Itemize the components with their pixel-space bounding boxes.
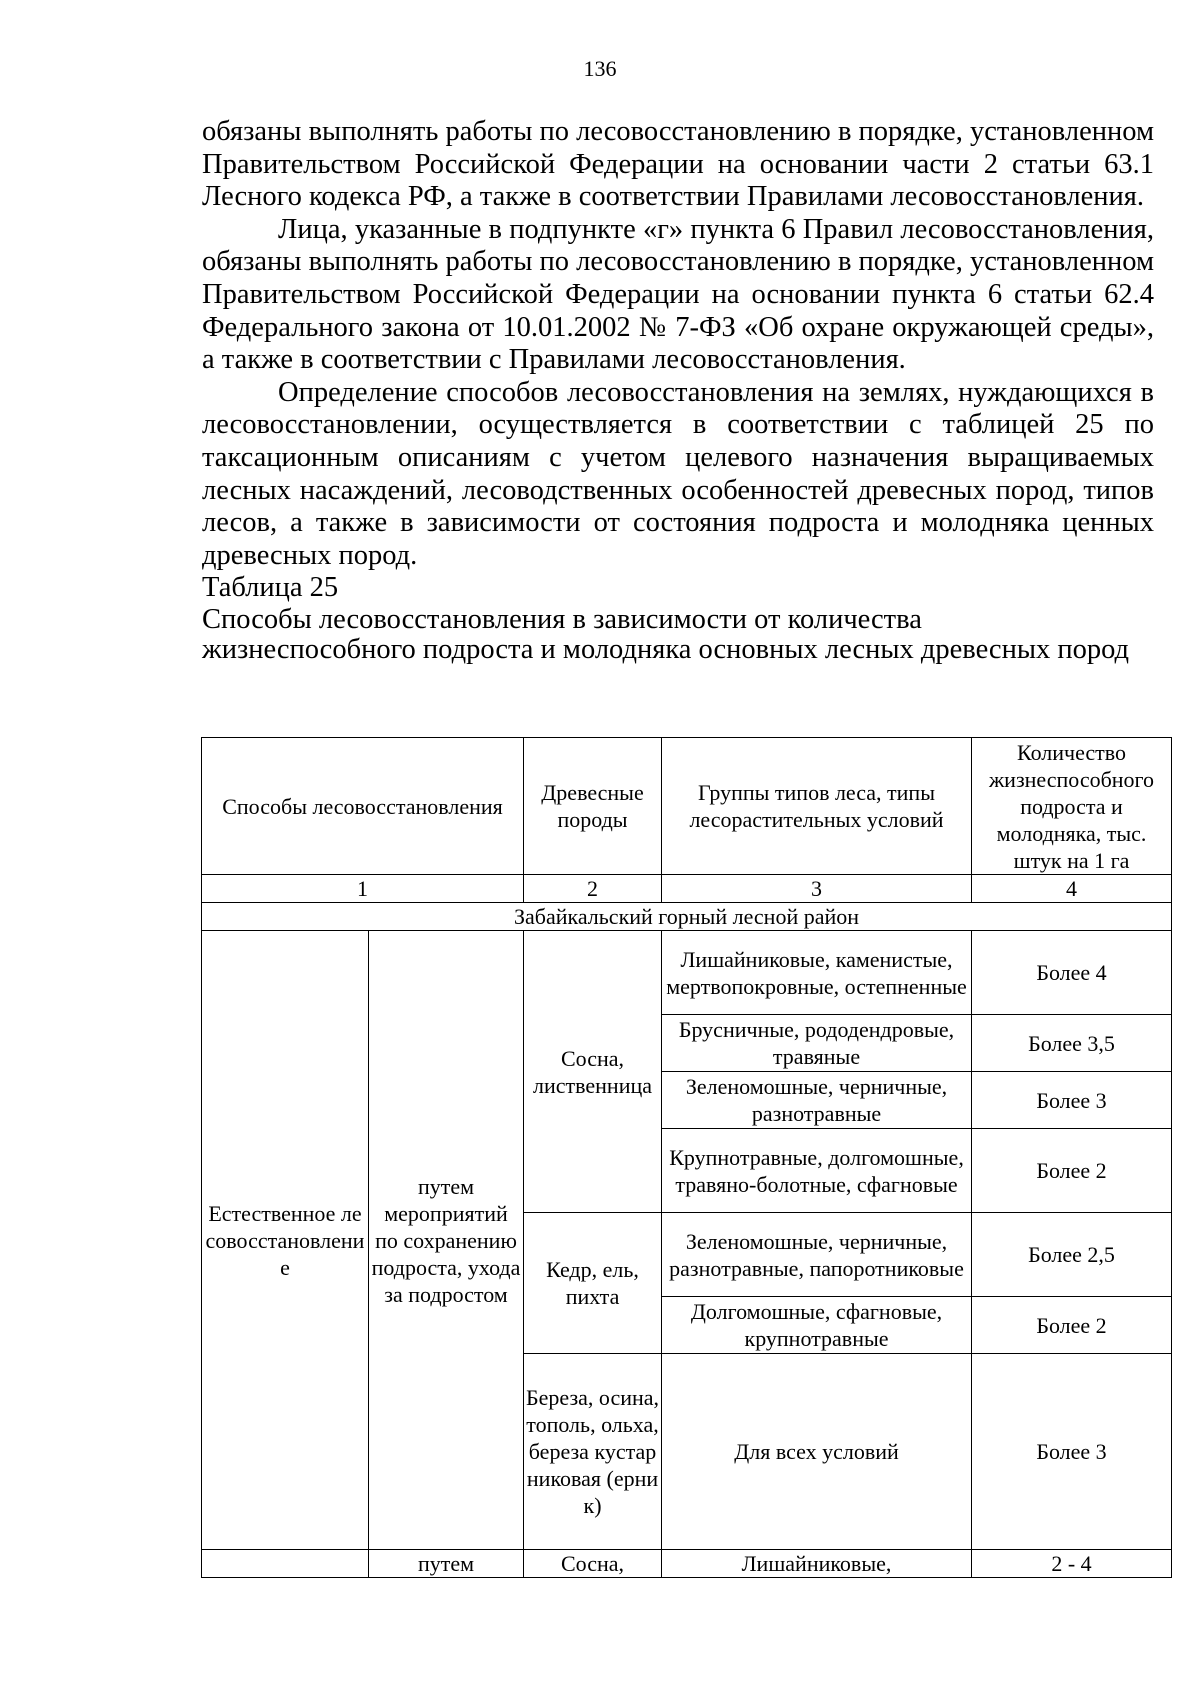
region-cell: Забайкальский горный лесной район <box>202 903 1172 931</box>
paragraph-3: Определение способов лесовосстановления на землях, нуждающихся в лесовосстановлении, осуществляется в соответствии с таблицей 25 по таксационным описаниям с учетом целевого назначения выращиваемых лесных насаждений, лесоводственных особенностей древесных пород, типов лесов, а также в зависимости от состояния подроста и молодняка ценных древесных пород. <box>202 376 1154 571</box>
amount-cell: Более 3 <box>972 1354 1172 1550</box>
table-title-line-1: Способы лесовосстановления в зависимости от количества <box>202 603 922 635</box>
header-cell: Количество жизнеспособного подроста и молодняка, тыс. штук на 1 га <box>972 738 1172 875</box>
column-number: 4 <box>972 875 1172 903</box>
amount-cell: Более 3,5 <box>972 1015 1172 1072</box>
conditions-cell: Брусничные, рододендровые, травяные <box>662 1015 972 1072</box>
conditions-cell: Для всех условий <box>662 1354 972 1550</box>
species-cell: Сосна, <box>524 1550 662 1578</box>
amount-cell: 2 - 4 <box>972 1550 1172 1578</box>
method-cell: Естественное лесовосстановление <box>202 931 369 1550</box>
table-row <box>202 1550 1172 1578</box>
header-cell: Группы типов леса, типы лесорастительных условий <box>662 738 972 875</box>
submethod-cell: путем <box>369 1550 524 1578</box>
page-number: 136 <box>583 56 617 81</box>
column-number: 1 <box>202 875 524 903</box>
header-cell: Способы лесовосстановления <box>202 738 524 875</box>
amount-cell: Более 4 <box>972 931 1172 1015</box>
method-cell <box>202 1550 369 1578</box>
conditions-cell: Долгомошные, сфагновые, крупнотравные <box>662 1297 972 1354</box>
body-text <box>202 116 1154 665</box>
amount-cell: Более 2,5 <box>972 1213 1172 1297</box>
conditions-cell: Крупнотравные, долгомошные, травяно-болотные, сфагновые <box>662 1129 972 1213</box>
column-number: 2 <box>524 875 662 903</box>
paragraph-2: Лица, указанные в подпункте «г» пункта 6 Правил лесовосстановления, обязаны выполнять работы по лесовосстановлению в порядке, установленном Правительством Российской Федерации на основании пункта 6 статьи 62.4 Федерального закона от 10.01.2002 № 7-ФЗ «Об охране окружающей среды», а также в соответствии с Правилами лесовосстановления. <box>202 213 1154 376</box>
table-row <box>202 931 1172 1015</box>
column-number-row <box>202 875 1172 903</box>
header-cell: Древесные породы <box>524 738 662 875</box>
species-cell: Сосна, лиственница <box>524 931 662 1213</box>
species-cell: Береза, осина, тополь, ольха, береза кустарниковая (ерник) <box>524 1354 662 1550</box>
conditions-cell: Лишайниковые, <box>662 1550 972 1578</box>
conditions-cell: Зеленомошные, черничные, разнотравные, папоротниковые <box>662 1213 972 1297</box>
conditions-cell: Зеленомошные, черничные, разнотравные <box>662 1072 972 1129</box>
table-caption: Таблица 25 <box>202 572 339 604</box>
conditions-cell: Лишайниковые, каменистые, мертвопокровные, остепненные <box>662 931 972 1015</box>
column-number: 3 <box>662 875 972 903</box>
header-row <box>202 738 1172 875</box>
region-row <box>202 903 1172 931</box>
submethod-cell: путем мероприятий по сохранению подроста, ухода за подростом <box>369 931 524 1550</box>
reforestation-table <box>201 737 1172 1578</box>
amount-cell: Более 3 <box>972 1072 1172 1129</box>
table-title-line-2: жизнеспособного подроста и молодняка основных лесных древесных пород <box>202 633 1130 665</box>
paragraph-1: обязаны выполнять работы по лесовосстановлению в порядке, установленном Правительством Российской Федерации на основании части 2 статьи 63.1 Лесного кодекса РФ, а также в соответствии Правилами лесовосстановления. <box>202 116 1154 213</box>
amount-cell: Более 2 <box>972 1129 1172 1213</box>
amount-cell: Более 2 <box>972 1297 1172 1354</box>
species-cell: Кедр, ель, пихта <box>524 1213 662 1354</box>
